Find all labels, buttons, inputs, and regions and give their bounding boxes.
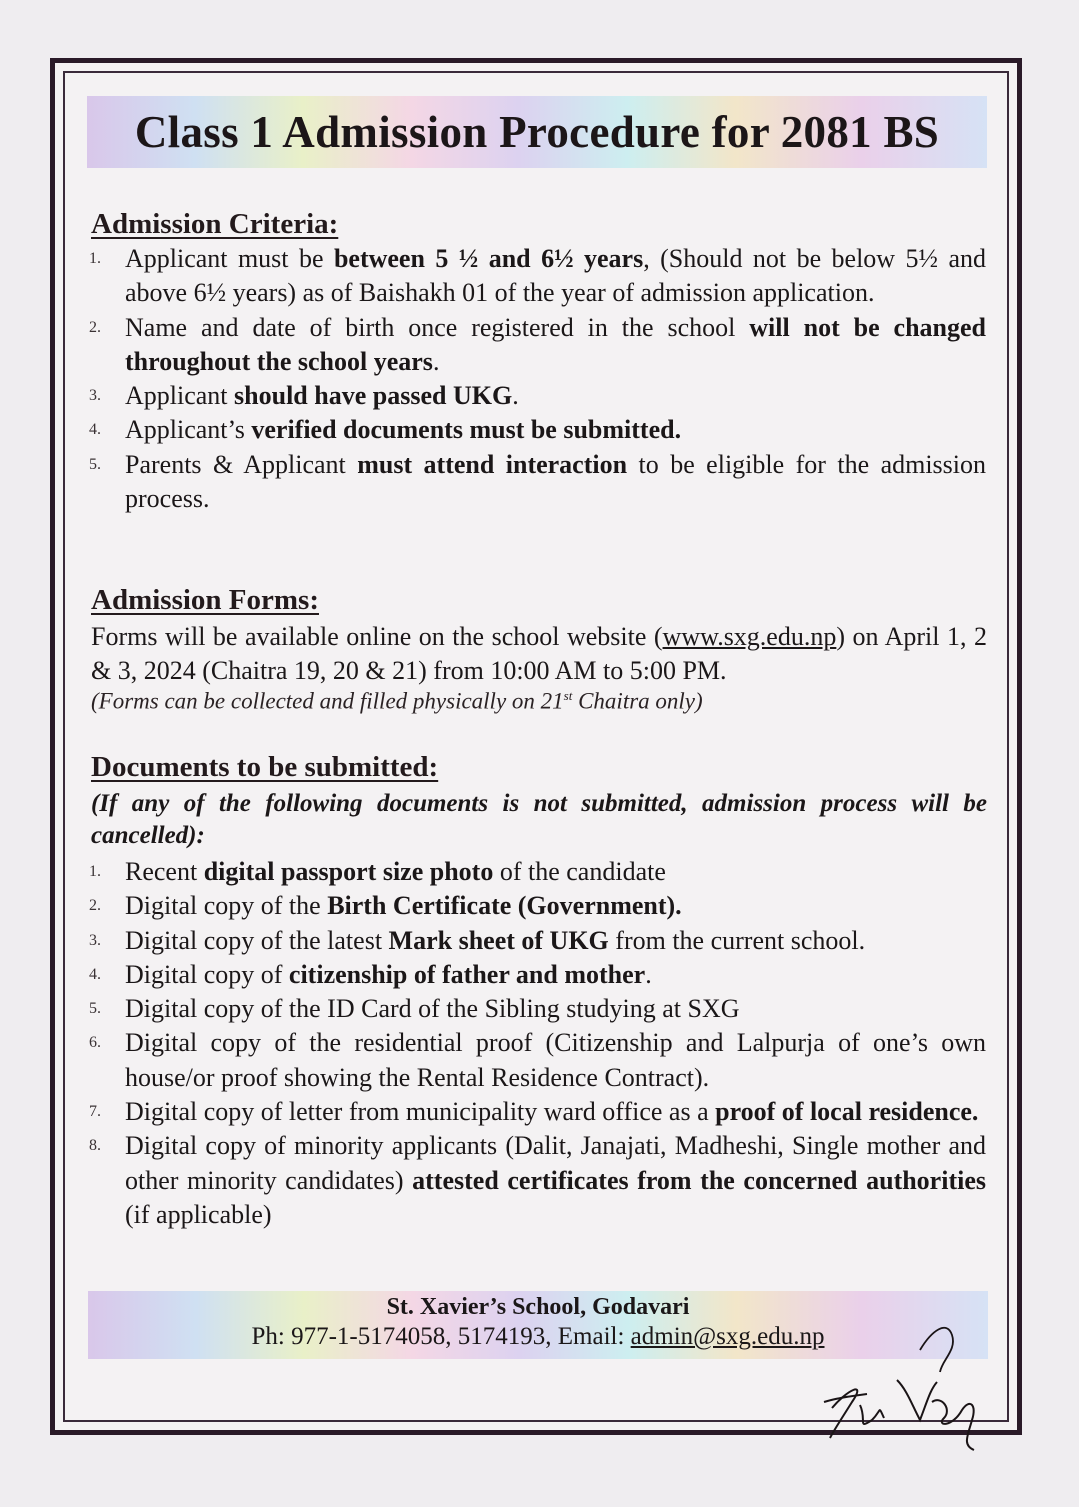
criteria-item [91,242,986,311]
document-item [91,1026,986,1095]
document-item [91,889,986,923]
body-text: Digital copy of letter from municipality ward office as a [125,1097,716,1127]
list-number: 4. [89,965,101,983]
list-number: 3. [89,931,101,949]
emphasis-text: digital passport size photo [203,857,494,886]
list-number: 2. [89,897,101,915]
title-banner [87,96,987,168]
list-number: 4. [89,421,101,439]
body-text: . [645,959,652,989]
emphasis-text: will not be changed throughout the school years [125,312,987,376]
school-name: St. Xavier’s School, Godavari [386,1294,690,1320]
document-item [91,855,986,889]
body-text: Digital copy of minority applicants (Dalit, Janajati, Madheshi, Single mother and other minority candidates) [125,1131,986,1195]
list-number: 2. [89,318,101,336]
body-text: Recent [125,857,204,886]
emphasis-text: verified documents must be submitted. [251,415,682,445]
documents-heading: Documents to be submitted: [91,751,439,783]
body-text: Name and date of birth once registered in the school [125,312,750,342]
forms-physical-note [91,688,703,715]
list-number: 6. [89,1034,101,1052]
body-text: Digital copy of [125,959,289,989]
forms-note-before: (Forms can be collected and filled physically on 21 [91,688,564,714]
emphasis-text: between 5 ½ and 6½ years [333,244,644,273]
body-text: Digital copy of the [125,891,328,921]
body-text: Digital copy of the residential proof (Citizenship and Lalpurja of one’s own house/or proof showing the Rental Residence Contract). [125,1028,986,1092]
list-number: 5. [89,1000,101,1018]
body-text: . [432,346,440,376]
documents-warning: (If any of the following documents is not submitted, admission process will be cancelled): [91,790,987,849]
signature-image [812,1310,992,1460]
emphasis-text: Birth Certificate (Government). [327,891,682,921]
criteria-item [91,448,986,517]
criteria-item [91,413,986,447]
body-text: Applicant [125,381,235,411]
emphasis-text: should have passed UKG [234,381,513,411]
list-number: 1. [89,250,101,267]
list-number: 7. [89,1103,101,1121]
body-text: from the current school. [608,925,866,955]
document-item [91,924,986,958]
criteria-item [91,311,986,380]
emphasis-text: attested certificates from the concerned authorities [412,1165,986,1195]
website-link[interactable]: www.sxg.edu.np [662,622,837,651]
list-number: 1. [89,863,101,880]
body-text: Applicant must be [125,244,334,273]
body-text: , (Should not be below 5½ and above 6½ years) as of Baishakh 01 of the year of admission application. [125,244,986,308]
document-item [91,1095,986,1129]
forms-note-sup: st [563,688,573,703]
forms-text-before: Forms will be available online on the school website ( [91,622,663,651]
contact-phone-text: Ph: 977-1-5174058, 5174193, Email: [251,1323,631,1350]
forms-heading: Admission Forms: [91,584,319,616]
criteria-heading: Admission Criteria: [91,208,339,240]
document-item [91,1129,986,1232]
emphasis-text: citizenship of father and mother [288,959,646,989]
document-item [91,992,986,1026]
page-title: Class 1 Admission Procedure for 2081 BS [134,107,940,157]
body-text: Digital copy of the latest [125,925,389,955]
list-number: 3. [89,387,101,405]
body-text: Digital copy of the ID Card of the Sibling studying at SXG [125,994,740,1024]
email-link[interactable]: admin@sxg.edu.np [630,1323,825,1350]
list-number: 5. [89,455,101,473]
emphasis-text: proof of local residence. [715,1097,979,1127]
documents-list [91,855,986,1232]
forms-availability-text [91,620,987,688]
document-item [91,958,986,992]
emphasis-text: must attend interaction [357,449,628,479]
body-text: of the candidate [493,857,666,886]
body-text: (if applicable) [125,1199,272,1229]
body-text: to be eligible for the admission process. [125,449,987,514]
emphasis-text: Mark sheet of UKG [388,925,609,955]
forms-note-after: Chaitra only) [572,688,703,714]
body-text: Applicant’s [125,415,252,445]
forms-text-after: ) on April 1, 2 & 3, 2024 (Chaitra 19, 20 & 21) from 10:00 AM to 5:00 PM. [91,622,987,685]
list-number: 8. [89,1137,101,1155]
body-text: . [512,381,519,411]
criteria-item [91,379,986,413]
criteria-list [91,242,986,516]
body-text: Parents & Applicant [125,449,358,479]
